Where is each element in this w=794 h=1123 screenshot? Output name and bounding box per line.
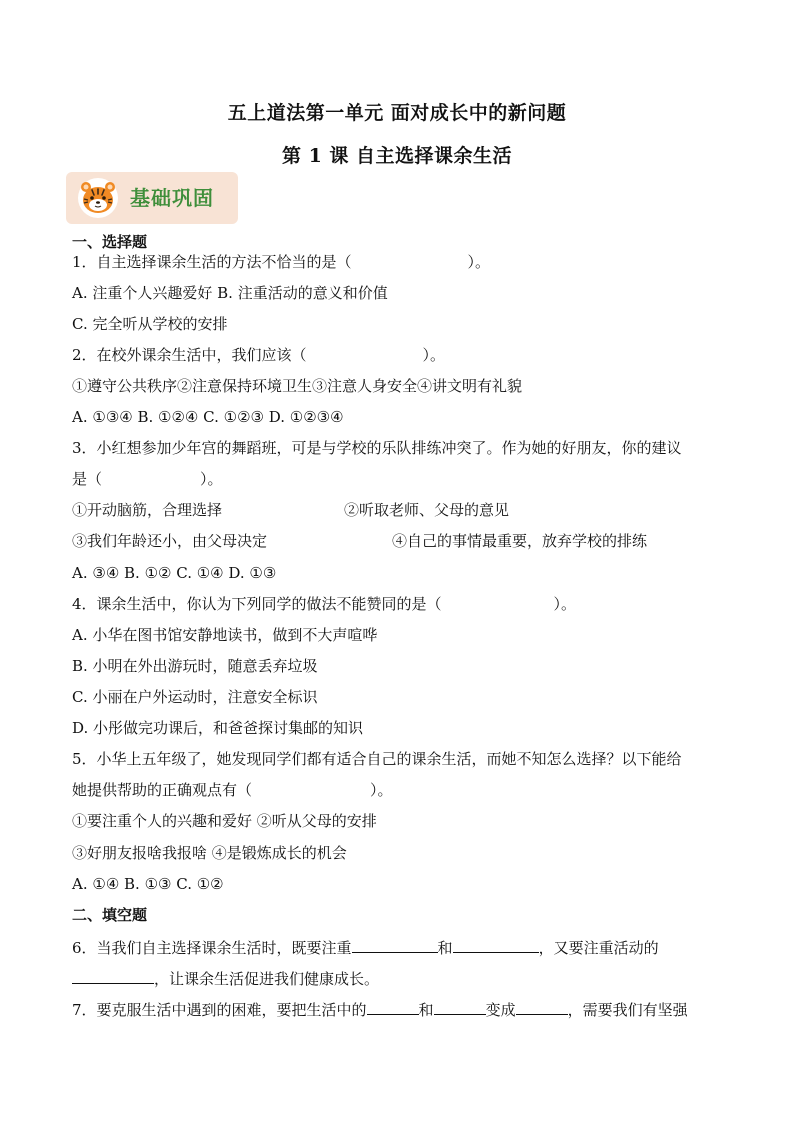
- lesson-title: 第 1 课 自主选择课余生活: [281, 145, 513, 167]
- question-2-stem: [72, 345, 445, 365]
- q3-stem-end: ）。: [200, 470, 223, 488]
- question-5-items-row2: ③好朋友报啥我报啥 ④是锻炼成长的机会: [72, 844, 347, 862]
- q7-blank-3[interactable]: [516, 999, 568, 1015]
- q2-stem-start: 2．在校外课余生活中，我们应该（: [72, 346, 307, 364]
- q6-text-b: 和: [437, 939, 453, 957]
- q6-text-d: ，让课余生活促进我们健康成长。: [154, 970, 380, 988]
- q6-text-c: ，又要注重活动的: [538, 939, 659, 957]
- question-3-stem-cont: [72, 469, 223, 489]
- q3-item-4: ④自己的事情最重要，放弃学校的排练: [392, 532, 648, 550]
- question-4-option-d: D. 小彤做完功课后，和爸爸探讨集邮的知识: [72, 719, 364, 737]
- question-7-line1: [72, 999, 688, 1020]
- q4-stem-start: 4．课余生活中，你认为下列同学的做法不能赞同的是（: [72, 595, 442, 613]
- q3-item-3: ③我们年龄还小，由父母决定: [72, 532, 268, 550]
- question-3-items-row1: [72, 500, 510, 520]
- section-heading-fill: 二、填空题: [72, 906, 148, 924]
- q1-stem-start: 1．自主选择课余生活的方法不恰当的是（: [72, 253, 352, 271]
- question-5-items-row1: ①要注重个人的兴趣和爱好 ②听从父母的安排: [72, 812, 377, 830]
- question-5-stem: 5．小华上五年级了，她发现同学们都有适合自己的课余生活，而她不知怎么选择？以下能给: [72, 750, 682, 768]
- q7-text-d: ，需要我们有坚强: [567, 1001, 688, 1019]
- question-4-stem: [72, 594, 576, 614]
- question-2-options: A. ①③④ B. ①②④ C. ①②③ D. ①②③④: [72, 408, 344, 426]
- q6-text-a: 6．当我们自主选择课余生活时，既要注重: [72, 939, 352, 957]
- q7-text-a: 7．要克服生活中遇到的困难，要把生活中的: [72, 1001, 367, 1019]
- question-6-line1: [72, 937, 659, 958]
- q6-blank-1[interactable]: [352, 937, 438, 953]
- q3-item-2: ②听取老师、父母的意见: [344, 501, 510, 519]
- q3-item-1: ①开动脑筋，合理选择: [72, 501, 223, 519]
- question-4-option-b: B. 小明在外出游玩时，随意丢弃垃圾: [72, 657, 318, 675]
- q2-stem-end: ）。: [422, 346, 446, 364]
- question-2-items: ①遵守公共秩序②注意保持环境卫生③注意人身安全④讲文明有礼貌: [72, 377, 523, 395]
- section-badge: [66, 172, 238, 224]
- q3-stem-start: 是（: [72, 470, 103, 488]
- question-1-stem: [72, 252, 490, 272]
- q7-blank-2[interactable]: [434, 999, 486, 1015]
- question-5-stem-cont: [72, 780, 393, 800]
- q5-stem-end: ）。: [370, 781, 393, 799]
- badge-label: 基础巩固: [130, 186, 214, 210]
- q6-blank-2[interactable]: [453, 937, 539, 953]
- q1-stem-end: ）。: [467, 253, 491, 271]
- question-3-items-row2: [72, 531, 648, 551]
- question-3-stem: 3．小红想参加少年宫的舞蹈班，可是与学校的乐队排练冲突了。作为她的好朋友，你的建议: [72, 439, 682, 457]
- q7-text-c: 变成: [485, 1001, 516, 1019]
- question-1-option-c: C. 完全听从学校的安排: [72, 315, 228, 333]
- question-3-options: A. ③④ B. ①② C. ①④ D. ①③: [72, 564, 277, 582]
- section-heading-choice: 一、选择题: [72, 233, 148, 251]
- q7-blank-1[interactable]: [367, 999, 419, 1015]
- q5-stem-start: 她提供帮助的正确观点有（: [72, 781, 253, 799]
- unit-title: 五上道法第一单元 面对成长中的新问题: [227, 102, 567, 124]
- question-4-option-a: A. 小华在图书馆安静地读书，做到不大声喧哗: [72, 626, 378, 644]
- question-5-options: A. ①④ B. ①③ C. ①②: [72, 875, 224, 893]
- question-1-options-ab: A. 注重个人兴趣爱好 B. 注重活动的意义和价值: [72, 284, 388, 302]
- q4-stem-end: ）。: [553, 595, 577, 613]
- q6-blank-3[interactable]: [72, 968, 154, 984]
- question-6-line2: [72, 968, 379, 989]
- q7-text-b: 和: [418, 1001, 434, 1019]
- question-4-option-c: C. 小丽在户外运动时，注意安全标识: [72, 688, 318, 706]
- tiger-icon: [77, 177, 119, 219]
